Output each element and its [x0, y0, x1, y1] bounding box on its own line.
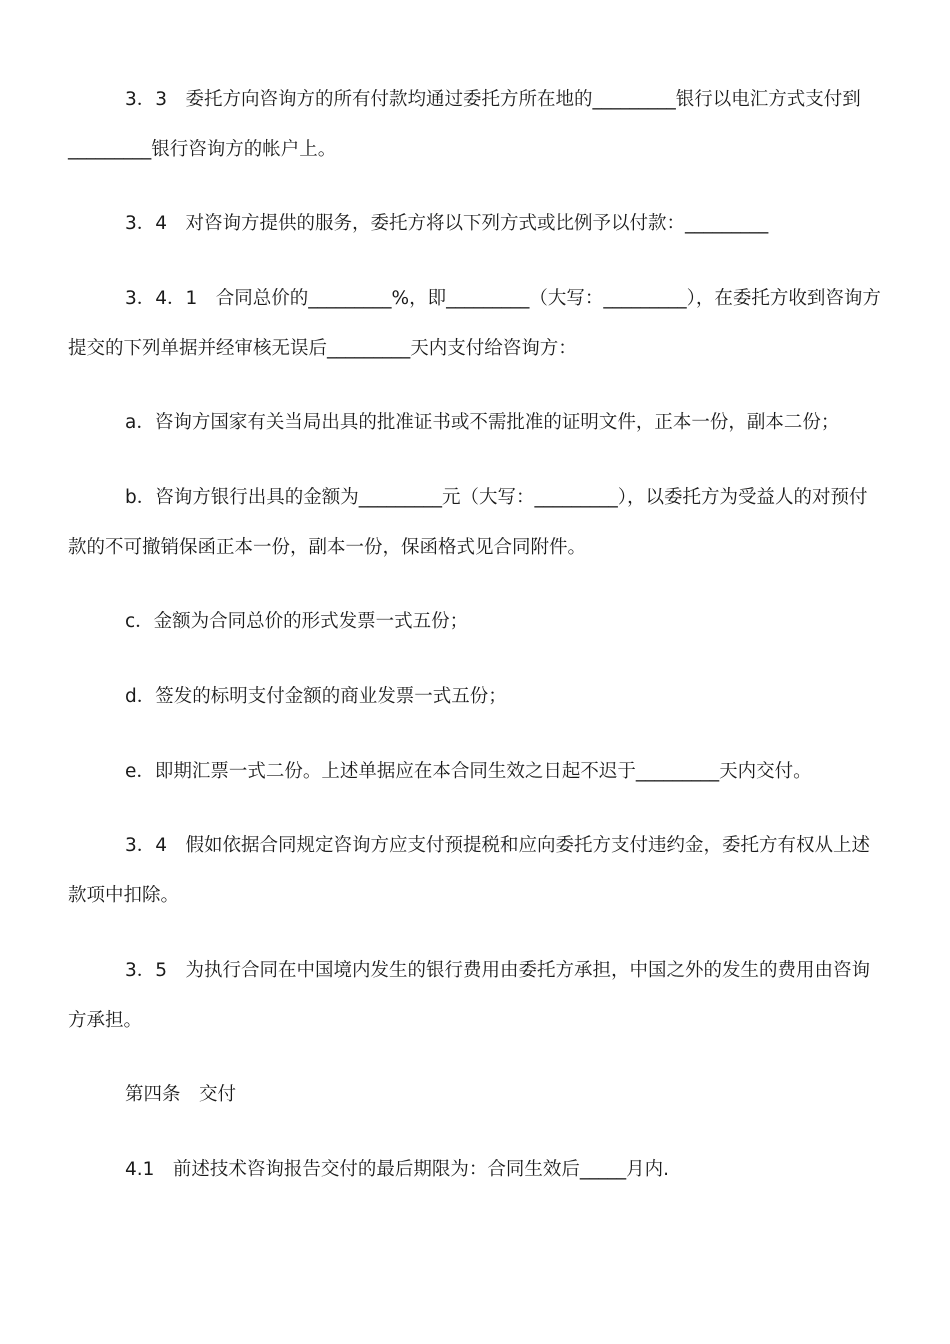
- clause-item-e: e．即期汇票一式二份。上述单据应在本合同生效之日起不迟于_________天内交付。: [125, 761, 812, 782]
- article-4-heading: 第四条 交付: [125, 1084, 237, 1105]
- clause-3-4-deduction: 3．4 假如依据合同规定咨询方应支付预提税和应向委托方支付违约金，委托方有权从上述款项中扣除。: [68, 835, 871, 906]
- clause-3-3: 3．3 委托方向咨询方的所有付款均通过委托方所在地的_________银行以电汇方式支付到_________银行咨询方的帐户上。: [68, 89, 861, 160]
- clause-item-a: a．咨询方国家有关当局出具的批准证书或不需批准的证明文件，正本一份，副本二份；: [125, 412, 840, 433]
- clause-3-5: 3．5 为执行合同在中国境内发生的银行费用由委托方承担，中国之外的发生的费用由咨询方承担。: [68, 960, 871, 1031]
- clause-3-4: 3．4 对咨询方提供的服务，委托方将以下列方式或比例予以付款：_________: [125, 213, 769, 234]
- clause-item-d: d．签发的标明支付金额的商业发票一式五份；: [125, 686, 507, 707]
- clause-item-b: b．咨询方银行出具的金额为_________元（大写：_________），以委托方为受益人的对预付款的不可撤销保函正本一份，副本一份，保函格式见合同附件。: [68, 487, 868, 558]
- clause-3-4-1: 3．4．1 合同总价的_________%，即_________（大写：_________），在委托方收到咨询方提交的下列单据并经审核无误后_________天内支付给咨询方：: [68, 288, 881, 359]
- clause-item-c: c．金额为合同总价的形式发票一式五份；: [125, 611, 469, 632]
- clause-4-1: 4.1 前述技术咨询报告交付的最后期限为：合同生效后_____月内.: [125, 1159, 670, 1180]
